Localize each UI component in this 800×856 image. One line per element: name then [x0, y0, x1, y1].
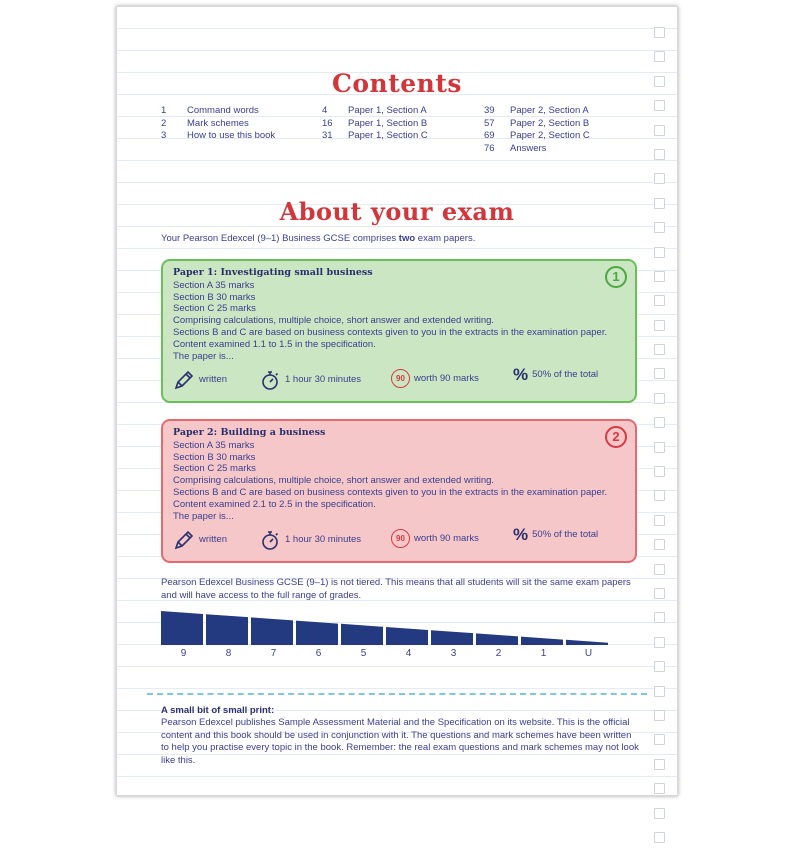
time-fact	[259, 369, 361, 391]
paper-detail-line: Section B 30 marks	[173, 291, 256, 303]
about-exam-title: About your exam	[279, 197, 515, 226]
contents-entry-title: Answers	[510, 142, 547, 154]
grade-label: 5	[360, 648, 367, 659]
grade-block	[206, 614, 248, 645]
binding-hole	[654, 368, 665, 379]
contents-entry-title: Command words	[187, 105, 259, 116]
contents-entry	[161, 105, 275, 118]
binding-hole	[654, 442, 665, 453]
binding-hole	[654, 588, 665, 599]
contents-page-number: 69	[484, 130, 495, 141]
marks-badge-icon: 90	[391, 369, 410, 388]
grade-label: 2	[495, 648, 502, 659]
grade-label: 9	[180, 648, 187, 659]
binding-hole	[654, 637, 665, 648]
binding-hole	[654, 51, 665, 62]
grade-block	[296, 621, 338, 645]
binding-hole	[654, 344, 665, 355]
binding-hole	[654, 320, 665, 331]
paper-detail-line: The paper is...	[173, 510, 234, 522]
contents-page-number: 3	[161, 130, 167, 141]
marks-fact	[391, 369, 479, 388]
binding-hole	[654, 490, 665, 501]
stopwatch-icon	[259, 369, 281, 391]
contents-entry	[484, 118, 590, 131]
percent-fact	[513, 365, 599, 384]
paper-1-box	[161, 259, 637, 403]
dashed-divider	[147, 693, 647, 695]
contents-entry-title: Paper 2, Section B	[510, 117, 590, 129]
paper-detail-line: Section A 35 marks	[173, 439, 255, 451]
contents-column-3	[484, 105, 590, 155]
contents-entry-title: Paper 2, Section C	[510, 130, 590, 141]
grade-label: 3	[450, 648, 457, 659]
contents-page-number: 4	[322, 105, 328, 116]
binding-hole	[654, 808, 665, 819]
paper-number-badge: 1	[605, 266, 627, 288]
binding-hole	[654, 759, 665, 770]
percent-fact	[513, 525, 599, 544]
contents-entry-title: How to use this book	[187, 130, 276, 141]
grade-block	[161, 611, 203, 645]
contents-page-number: 31	[322, 130, 333, 141]
intro-text: Your Pearson Edexcel (9–1) Business GCSE comprises	[161, 233, 399, 244]
paper-facts-row	[173, 525, 623, 553]
binding-hole	[654, 149, 665, 160]
paper-2-box	[161, 419, 637, 563]
binding-hole	[654, 612, 665, 623]
paper-title: Paper 1: Investigating small business	[173, 267, 373, 278]
binding-hole	[654, 271, 665, 282]
paper-detail-line: Comprising calculations, multiple choice, short answer and extended writing.	[173, 475, 495, 487]
percent-icon: %	[513, 365, 529, 384]
binding-hole	[654, 100, 665, 111]
contents-entry-title: Mark schemes	[187, 117, 249, 129]
exam-intro	[161, 233, 475, 244]
contents-title: Contents	[331, 69, 462, 98]
percent-icon: %	[513, 525, 529, 544]
contents-entry-title: Paper 2, Section A	[510, 105, 589, 116]
paper-detail-line: Section A 35 marks	[173, 279, 255, 291]
written-fact	[173, 369, 227, 391]
time-label: 1 hour 30 minutes	[285, 534, 362, 546]
grade-block	[251, 617, 293, 645]
grade-block	[431, 630, 473, 645]
time-fact	[259, 529, 361, 551]
grade-label: 6	[315, 648, 322, 659]
contents-page-number: 57	[484, 117, 495, 129]
book-page	[116, 6, 678, 796]
intro-emphasis: two	[398, 233, 416, 244]
contents-page-number: 16	[322, 117, 333, 129]
binding-hole	[654, 27, 665, 38]
binding-hole	[654, 393, 665, 404]
contents-column-2	[322, 105, 428, 143]
grade-block	[566, 640, 608, 645]
grade-label: U	[584, 648, 593, 659]
pencil-icon	[173, 529, 195, 551]
spiral-binding	[654, 27, 665, 856]
grade-block	[476, 633, 518, 645]
binding-hole	[654, 247, 665, 258]
paper-detail-line: Content examined 2.1 to 2.5 in the specification.	[173, 498, 376, 510]
contents-page-number: 39	[484, 105, 495, 116]
contents-entry-title: Paper 1, Section C	[348, 130, 428, 141]
contents-entry	[161, 118, 275, 131]
pencil-icon	[173, 369, 195, 391]
written-label: written	[199, 534, 227, 546]
contents-page-number: 2	[161, 117, 167, 129]
paper-number-badge: 2	[605, 426, 627, 448]
paper-detail-line: Comprising calculations, multiple choice, short answer and extended writing.	[173, 315, 495, 327]
contents-entry	[322, 130, 428, 143]
grade-label: 8	[225, 648, 232, 659]
binding-hole	[654, 466, 665, 477]
contents-column-1	[161, 105, 275, 143]
binding-hole	[654, 710, 665, 721]
binding-hole	[654, 125, 665, 136]
contents-page-number: 1	[161, 105, 167, 116]
paper-detail-line: Sections B and C are based on business contexts given to you in the extracts in the examination paper.	[173, 326, 608, 338]
paper-detail-line: Section C 25 marks	[173, 463, 256, 475]
binding-hole	[654, 832, 665, 843]
grade-label: 7	[270, 648, 277, 659]
grade-block	[521, 637, 563, 645]
contents-entry-title: Paper 1, Section A	[348, 105, 427, 116]
binding-hole	[654, 539, 665, 550]
binding-hole	[654, 515, 665, 526]
contents-entry	[322, 105, 428, 118]
grade-label: 1	[540, 648, 547, 659]
paper-detail-line: Section B 30 marks	[173, 451, 256, 463]
percent-label: 50% of the total	[532, 529, 599, 540]
marks-badge-icon: 90	[391, 529, 410, 548]
paper-detail-line: Section C 25 marks	[173, 303, 256, 315]
small-print-title: A small bit of small print:	[161, 705, 275, 716]
binding-hole	[654, 661, 665, 672]
contents-entry	[484, 130, 590, 143]
contents-page-number: 76	[484, 142, 495, 154]
binding-hole	[654, 295, 665, 306]
binding-hole	[654, 783, 665, 794]
grade-block	[341, 624, 383, 645]
paper-detail-line: The paper is...	[173, 350, 234, 362]
paper-detail-line: Sections B and C are based on business contexts given to you in the extracts in the examination paper.	[173, 486, 608, 498]
time-label: 1 hour 30 minutes	[285, 374, 362, 386]
intro-text-end: exam papers.	[415, 233, 476, 244]
grade-block	[386, 627, 428, 645]
contents-entry	[484, 143, 590, 156]
tiered-note: Pearson Edexcel Business GCSE (9–1) is not tiered. This means that all students will sit the same exam papers and will have access to the full range of grades.	[161, 577, 631, 601]
grade-labels	[161, 648, 611, 662]
small-print-body: Pearson Edexcel publishes Sample Assessment Material and the Specification on its website. This is the official content and this book should be used in conjunction with it. The questions and mark schemes have been written to help you practise every topic in the book. Remember: the real exam questions and mark schemes may not look like this.	[161, 717, 639, 766]
contents-entry	[322, 118, 428, 131]
binding-hole	[654, 173, 665, 184]
binding-hole	[654, 417, 665, 428]
binding-hole	[654, 734, 665, 745]
contents-entry	[484, 105, 590, 118]
contents-entry-title: Paper 1, Section B	[348, 117, 428, 129]
paper-detail-line: Content examined 1.1 to 1.5 in the specification.	[173, 338, 376, 350]
marks-label: worth 90 marks	[414, 532, 479, 544]
written-label: written	[199, 374, 227, 386]
binding-hole	[654, 686, 665, 697]
paper-title: Paper 2: Building a business	[173, 427, 326, 438]
marks-label: worth 90 marks	[414, 372, 479, 384]
percent-label: 50% of the total	[532, 369, 599, 380]
contents-entry	[161, 130, 275, 143]
grade-wedge	[161, 611, 611, 645]
binding-hole	[654, 564, 665, 575]
written-fact	[173, 529, 227, 551]
paper-facts-row	[173, 365, 623, 393]
grade-label: 4	[405, 648, 412, 659]
marks-fact	[391, 529, 479, 548]
stopwatch-icon	[259, 529, 281, 551]
